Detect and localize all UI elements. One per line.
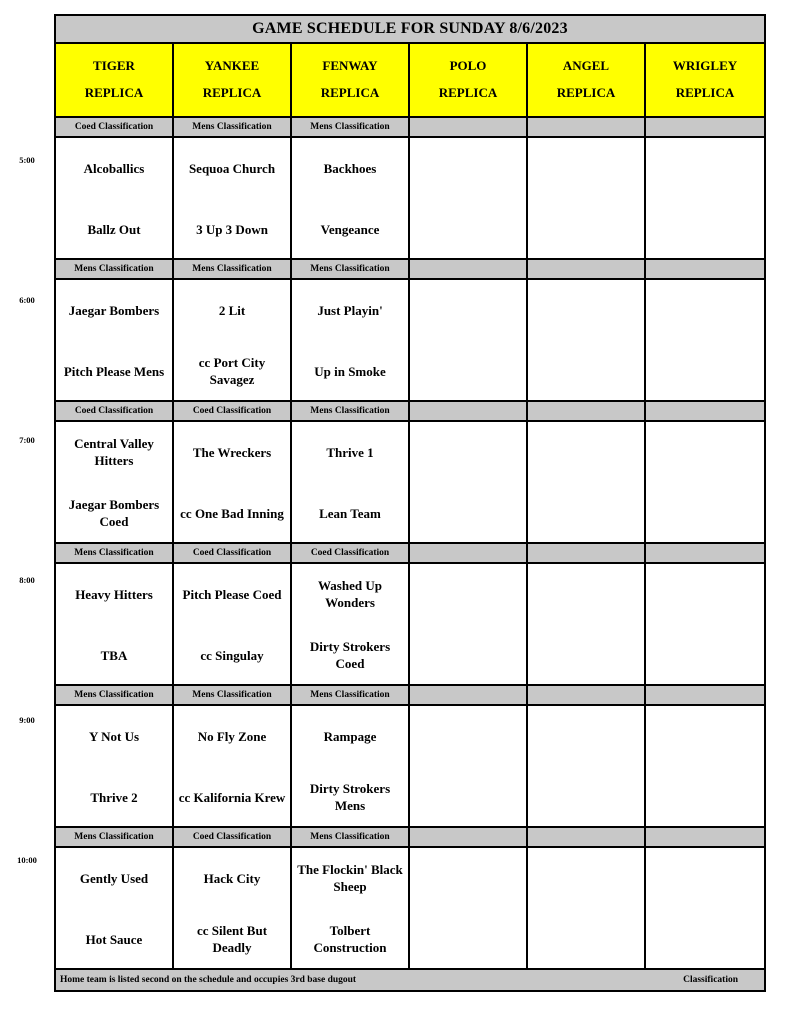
away-team: The Flockin' Black Sheep — [297, 862, 403, 894]
game-cell — [292, 848, 410, 968]
classification-label — [646, 544, 764, 562]
game-cell — [174, 138, 292, 258]
home-team — [410, 919, 526, 959]
time-slot-row — [56, 280, 764, 402]
game-cell — [174, 706, 292, 826]
home-team — [528, 351, 644, 391]
home-team — [646, 635, 764, 675]
away-team — [528, 148, 644, 188]
classification-row — [56, 402, 764, 422]
game-cell — [410, 706, 528, 826]
schedule-body — [56, 118, 764, 970]
game-cell — [174, 848, 292, 968]
classification-label — [410, 686, 528, 704]
home-team — [646, 209, 764, 249]
game-cell — [292, 138, 410, 258]
time-slot-row — [56, 138, 764, 260]
classification-label — [528, 686, 646, 704]
classification-row — [56, 686, 764, 706]
away-team: Y Not Us — [88, 728, 140, 744]
classification-label — [410, 260, 528, 278]
away-team — [646, 432, 764, 472]
classification-label — [646, 828, 764, 846]
game-cell — [292, 564, 410, 684]
classification-label: Mens Classification — [56, 686, 174, 704]
game-cell — [292, 422, 410, 542]
home-team — [646, 493, 764, 533]
time-label: 5:00 — [19, 155, 35, 165]
away-team: Gently Used — [79, 870, 149, 886]
game-cell — [56, 706, 174, 826]
away-team: Central Valley Hitters — [74, 436, 154, 468]
home-team — [646, 777, 764, 817]
home-team: Dirty Strokers Coed — [309, 639, 391, 671]
game-cell — [646, 706, 764, 826]
away-team: The Wreckers — [192, 444, 272, 460]
field-header-row — [56, 44, 764, 118]
home-team — [528, 919, 644, 959]
away-team: Just Playin' — [317, 302, 383, 318]
classification-label — [646, 118, 764, 136]
field-name: ANGEL — [562, 58, 610, 73]
classification-label: Coed Classification — [292, 544, 410, 562]
field-name: POLO — [449, 58, 487, 73]
away-team: Heavy Hitters — [75, 586, 153, 602]
away-team: Hack City — [203, 870, 261, 886]
away-team — [646, 858, 764, 898]
field-name: YANKEE — [204, 58, 260, 73]
classification-label: Mens Classification — [292, 118, 410, 136]
home-team — [528, 635, 644, 675]
classification-label: Mens Classification — [292, 260, 410, 278]
field-type: REPLICA — [675, 85, 735, 100]
time-slot-row — [56, 706, 764, 828]
game-cell — [528, 706, 646, 826]
away-team: Pitch Please Coed — [182, 586, 282, 602]
classification-label — [528, 828, 646, 846]
field-type: REPLICA — [556, 85, 616, 100]
classification-label: Coed Classification — [174, 544, 292, 562]
game-cell — [646, 564, 764, 684]
away-team: 2 Lit — [218, 302, 246, 318]
home-team: Dirty Strokers Mens — [309, 781, 391, 813]
game-cell — [646, 422, 764, 542]
away-team — [646, 290, 764, 330]
game-cell — [528, 422, 646, 542]
game-cell — [410, 848, 528, 968]
away-team: Alcoballics — [83, 160, 145, 176]
home-team: Hot Sauce — [85, 931, 143, 947]
away-team — [410, 290, 526, 330]
classification-label: Coed Classification — [174, 828, 292, 846]
field-name: TIGER — [93, 58, 135, 73]
classification-label — [646, 402, 764, 420]
schedule-table — [54, 14, 766, 992]
game-cell — [646, 138, 764, 258]
game-cell — [528, 280, 646, 400]
game-cell — [292, 280, 410, 400]
away-team — [646, 716, 764, 756]
game-cell — [528, 138, 646, 258]
game-cell — [646, 280, 764, 400]
classification-label: Mens Classification — [292, 686, 410, 704]
away-team — [410, 574, 526, 614]
field-name: WRIGLEY — [672, 58, 738, 73]
field-header — [646, 44, 764, 116]
home-team — [410, 351, 526, 391]
classification-label — [528, 402, 646, 420]
away-team — [410, 716, 526, 756]
home-team — [410, 777, 526, 817]
classification-label — [646, 686, 764, 704]
footer-classification: Classification — [683, 975, 738, 985]
home-team: Thrive 2 — [90, 789, 138, 805]
classification-label — [410, 828, 528, 846]
home-team — [646, 919, 764, 959]
field-type: REPLICA — [438, 85, 498, 100]
away-team: No Fly Zone — [197, 728, 267, 744]
classification-label: Mens Classification — [174, 686, 292, 704]
home-team — [410, 493, 526, 533]
classification-label — [410, 402, 528, 420]
time-label: 9:00 — [19, 715, 35, 725]
field-header — [410, 44, 528, 116]
home-team: Ballz Out — [87, 221, 141, 237]
field-header — [174, 44, 292, 116]
game-cell — [56, 422, 174, 542]
classification-label: Coed Classification — [56, 402, 174, 420]
game-cell — [174, 564, 292, 684]
away-team: Backhoes — [323, 160, 377, 176]
classification-label — [528, 118, 646, 136]
home-team: cc Port City Savagez — [198, 355, 266, 387]
page-title: GAME SCHEDULE FOR SUNDAY 8/6/2023 — [56, 16, 764, 44]
footer-note: Home team is listed second on the schedule and occupies 3rd base dugout — [60, 975, 357, 985]
home-team: cc Singulay — [200, 647, 264, 663]
classification-label — [410, 544, 528, 562]
field-header — [528, 44, 646, 116]
time-slot-row — [56, 564, 764, 686]
game-cell — [174, 422, 292, 542]
classification-label — [528, 260, 646, 278]
home-team: Vengeance — [320, 221, 380, 237]
away-team: Washed Up Wonders — [318, 578, 382, 610]
classification-label: Mens Classification — [56, 544, 174, 562]
away-team: Thrive 1 — [326, 444, 374, 460]
game-cell — [646, 848, 764, 968]
field-header — [56, 44, 174, 116]
game-cell — [174, 280, 292, 400]
home-team: Up in Smoke — [314, 363, 386, 379]
home-team: cc Silent But Deadly — [196, 923, 268, 955]
away-team — [646, 574, 764, 614]
field-type: REPLICA — [84, 85, 144, 100]
game-cell — [56, 848, 174, 968]
field-type: REPLICA — [320, 85, 380, 100]
footer-bar — [56, 970, 764, 990]
time-label: 7:00 — [19, 435, 35, 445]
home-team: cc Kalifornia Krew — [178, 789, 286, 805]
game-cell — [292, 706, 410, 826]
home-team: cc One Bad Inning — [180, 505, 284, 521]
home-team — [410, 635, 526, 675]
away-team — [528, 574, 644, 614]
home-team — [410, 209, 526, 249]
away-team — [528, 290, 644, 330]
game-cell — [410, 138, 528, 258]
home-team: Jaegar Bombers Coed — [68, 497, 160, 529]
game-cell — [56, 280, 174, 400]
away-team: Rampage — [323, 728, 377, 744]
field-header — [292, 44, 410, 116]
field-type: REPLICA — [202, 85, 262, 100]
time-slot-row — [56, 422, 764, 544]
classification-label — [410, 118, 528, 136]
field-name: FENWAY — [322, 58, 378, 73]
away-team: Jaegar Bombers — [68, 302, 160, 318]
away-team — [410, 148, 526, 188]
away-team — [646, 148, 764, 188]
away-team — [410, 432, 526, 472]
game-cell — [410, 422, 528, 542]
classification-row — [56, 260, 764, 280]
away-team: Sequoa Church — [188, 160, 276, 176]
classification-row — [56, 544, 764, 564]
classification-label: Coed Classification — [56, 118, 174, 136]
game-cell — [410, 280, 528, 400]
home-team — [646, 351, 764, 391]
away-team — [528, 432, 644, 472]
classification-row — [56, 828, 764, 848]
classification-row — [56, 118, 764, 138]
time-label: 8:00 — [19, 575, 35, 585]
classification-label: Mens Classification — [56, 828, 174, 846]
game-cell — [528, 848, 646, 968]
home-team — [528, 209, 644, 249]
classification-label: Mens Classification — [174, 260, 292, 278]
game-cell — [528, 564, 646, 684]
classification-label: Coed Classification — [174, 402, 292, 420]
home-team: 3 Up 3 Down — [196, 221, 268, 237]
time-label: 6:00 — [19, 295, 35, 305]
away-team — [528, 716, 644, 756]
away-team — [528, 858, 644, 898]
classification-label — [646, 260, 764, 278]
classification-label: Mens Classification — [56, 260, 174, 278]
game-cell — [56, 564, 174, 684]
classification-label: Mens Classification — [292, 402, 410, 420]
classification-label: Mens Classification — [174, 118, 292, 136]
time-label: 10:00 — [17, 855, 37, 865]
time-slot-row — [56, 848, 764, 970]
classification-label — [528, 544, 646, 562]
home-team: Lean Team — [319, 505, 381, 521]
home-team: TBA — [100, 647, 128, 663]
away-team — [410, 858, 526, 898]
game-cell — [410, 564, 528, 684]
home-team — [528, 777, 644, 817]
home-team — [528, 493, 644, 533]
home-team: Tolbert Construction — [313, 923, 387, 955]
game-cell — [56, 138, 174, 258]
classification-label: Mens Classification — [292, 828, 410, 846]
home-team: Pitch Please Mens — [63, 363, 165, 379]
